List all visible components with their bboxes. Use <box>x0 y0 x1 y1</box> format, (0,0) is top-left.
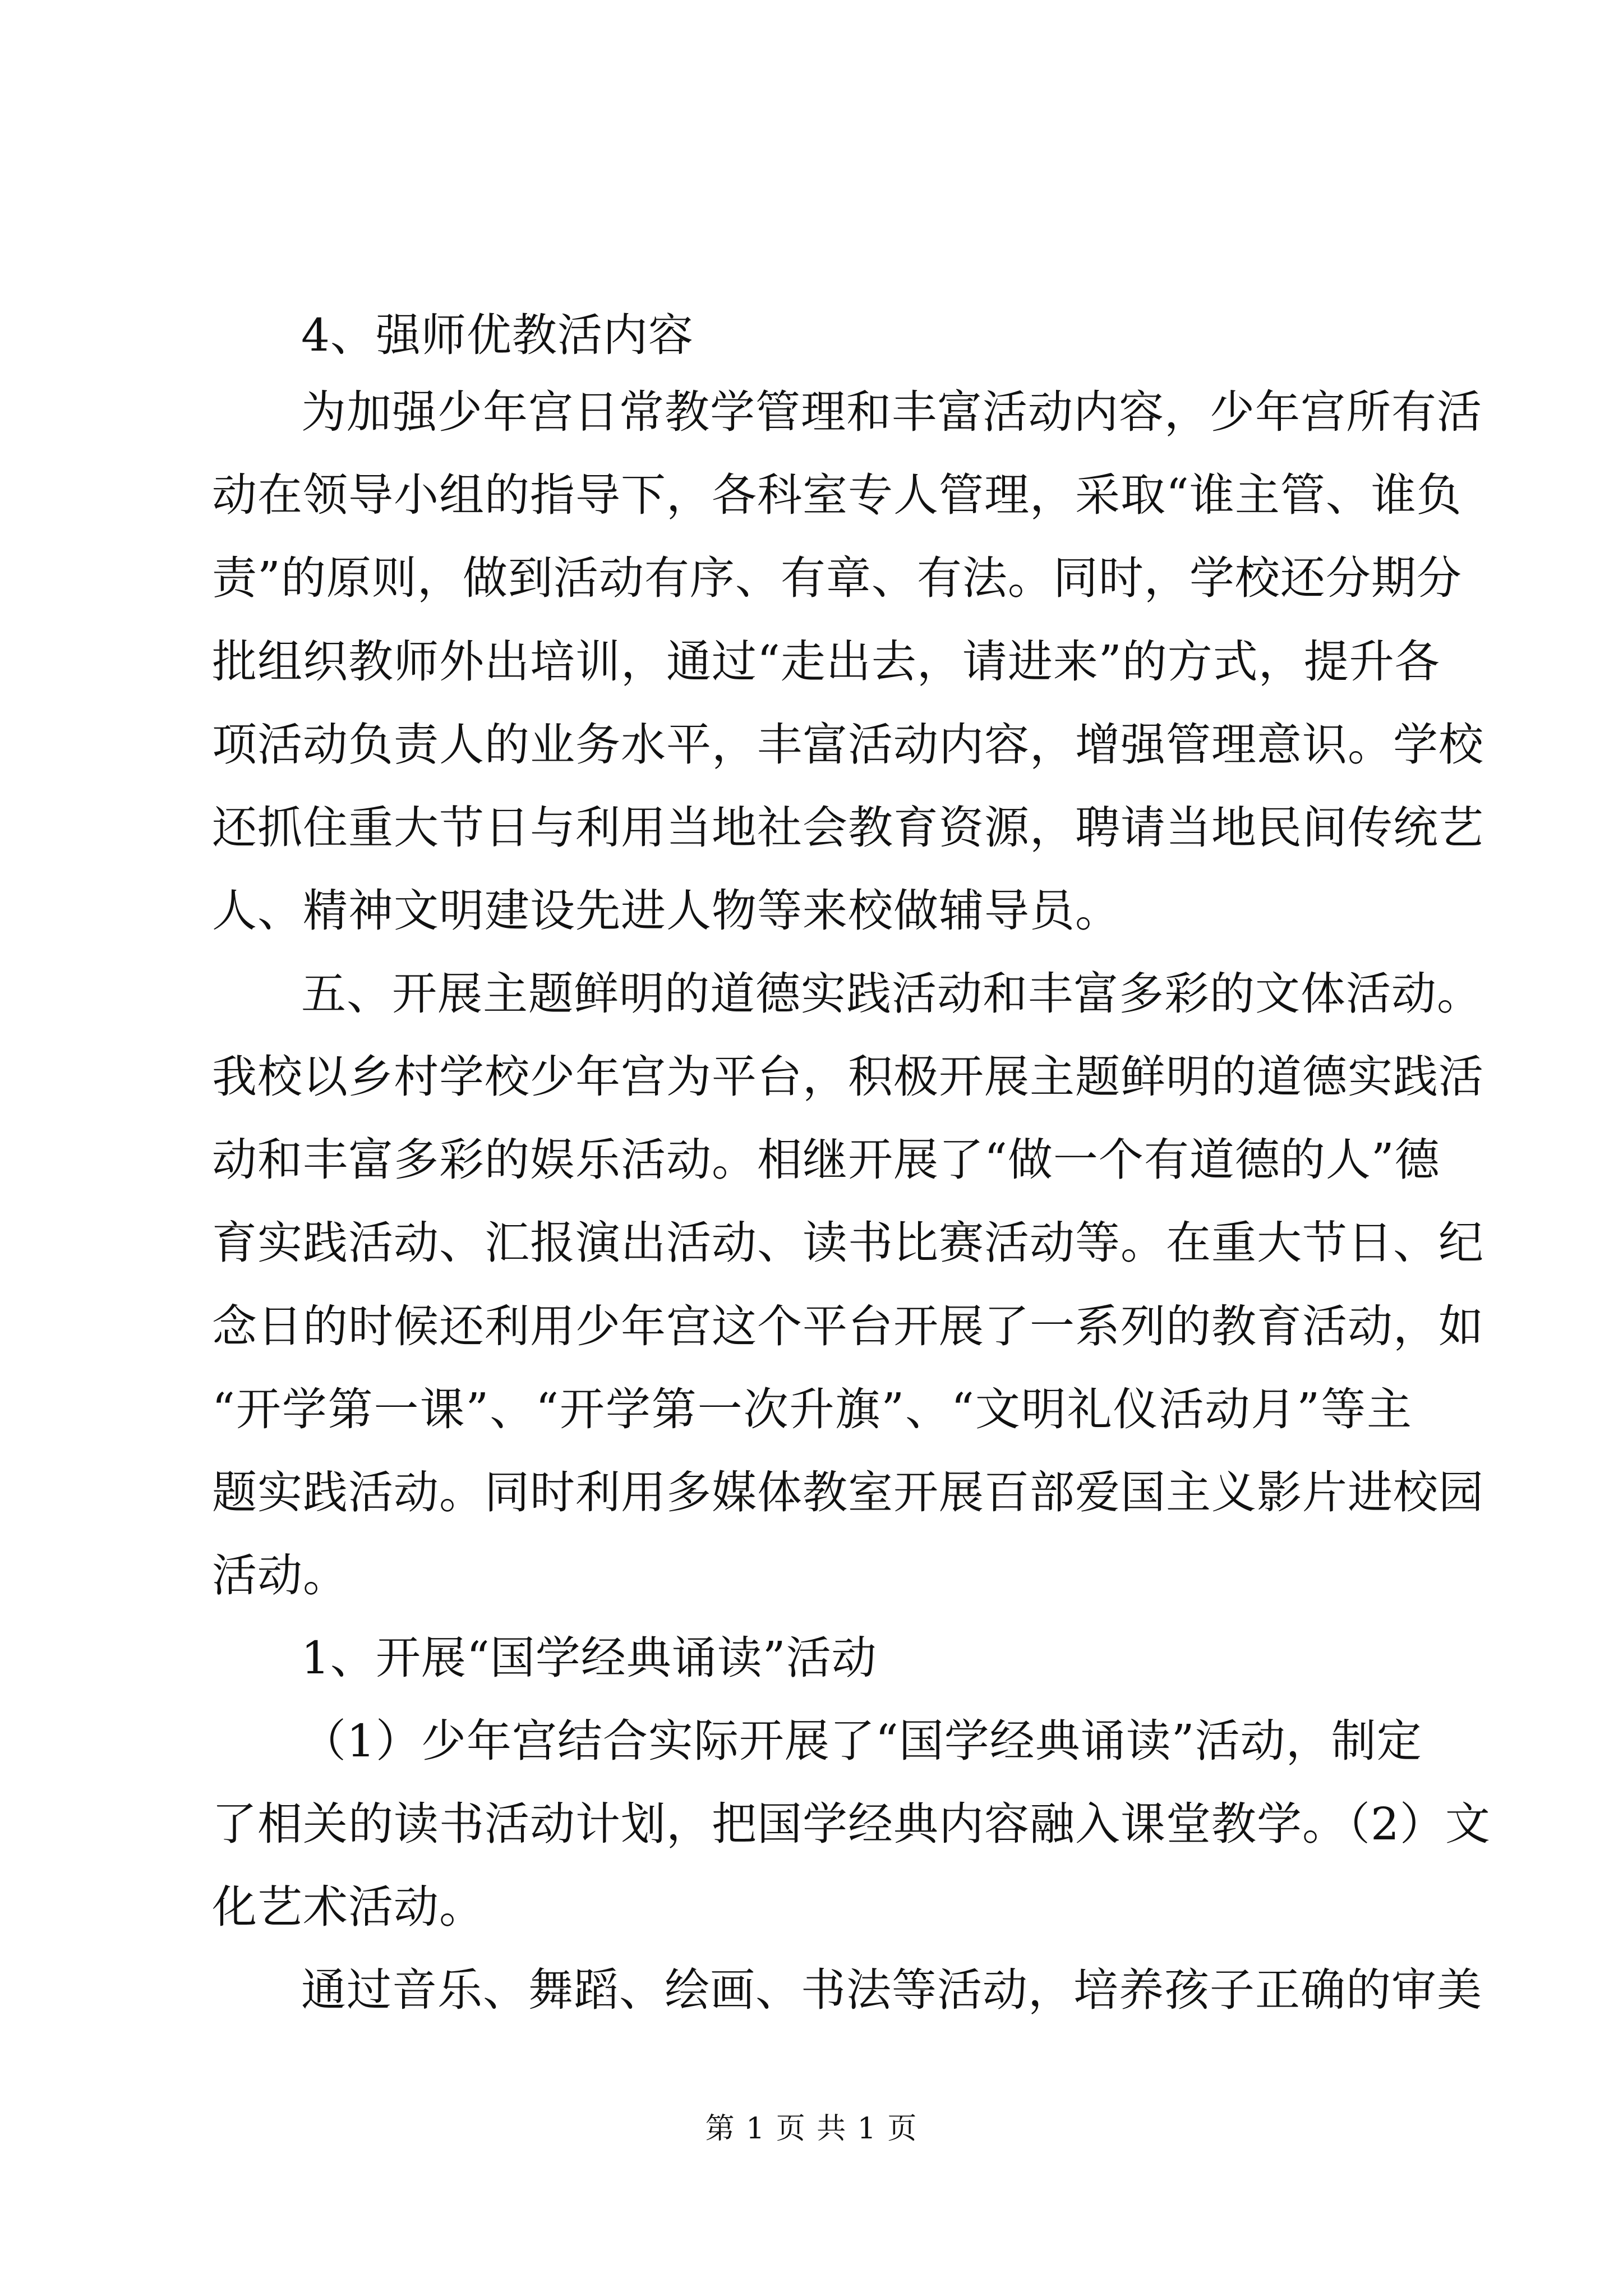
paragraph-line: 人、精神文明建设先进人物等来校做辅导员。 <box>212 885 1121 937</box>
paragraph-line: （1）少年宫结合实际开展了“国学经典诵读”活动，制定 <box>301 1715 1422 1767</box>
section-heading-4: 4、强师优教活内容 <box>301 309 694 361</box>
paragraph-line: 项活动负责人的业务水平，丰富活动内容，增强管理意识。学校 <box>212 719 1484 771</box>
section-heading-1: 1、开展“国学经典诵读”活动 <box>301 1632 877 1684</box>
paragraph-line: 批组织教师外出培训，通过“走出去，请进来”的方式，提升各 <box>212 636 1440 688</box>
paragraph-line: 我校以乡村学校少年宫为平台，积极开展主题鲜明的道德实践活 <box>212 1051 1484 1103</box>
paragraph-line: 责”的原则，做到活动有序、有章、有法。同时，学校还分期分 <box>212 552 1462 604</box>
page-footer: 第 1 页 共 1 页 <box>705 2112 918 2146</box>
paragraph-line: 念日的时候还利用少年宫这个平台开展了一系列的教育活动，如 <box>212 1300 1484 1352</box>
paragraph-line: 还抓住重大节日与利用当地社会教育资源，聘请当地民间传统艺 <box>212 802 1484 854</box>
paragraph-line: 了相关的读书活动计划，把国学经典内容融入课堂教学。（2）文 <box>212 1798 1491 1850</box>
paragraph-line: 题实践活动。同时利用多媒体教室开展百部爱国主义影片进校园 <box>212 1466 1484 1519</box>
paragraph-line: 为加强少年宫日常教学管理和丰富活动内容，少年宫所有活 <box>301 386 1482 438</box>
paragraph-line: 化艺术活动。 <box>212 1881 485 1933</box>
paragraph-line: 活动。 <box>212 1549 348 1602</box>
paragraph-line: 育实践活动、汇报演出活动、读书比赛活动等。在重大节日、纪 <box>212 1217 1484 1269</box>
paragraph-line: 动在领导小组的指导下，各科室专人管理，采取“谁主管、谁负 <box>212 469 1462 521</box>
paragraph-line: 通过音乐、舞蹈、绘画、书法等活动，培养孩子正确的审美 <box>301 1964 1482 2016</box>
paragraph-line: 动和丰富多彩的娱乐活动。相继开展了“做一个有道德的人”德 <box>212 1134 1440 1186</box>
paragraph-line: “开学第一课”、“开学第一次升旗”、“文明礼仪活动月”等主 <box>212 1383 1412 1435</box>
section-heading-5: 五、开展主题鲜明的道德实践活动和丰富多彩的文体活动。 <box>301 968 1482 1020</box>
